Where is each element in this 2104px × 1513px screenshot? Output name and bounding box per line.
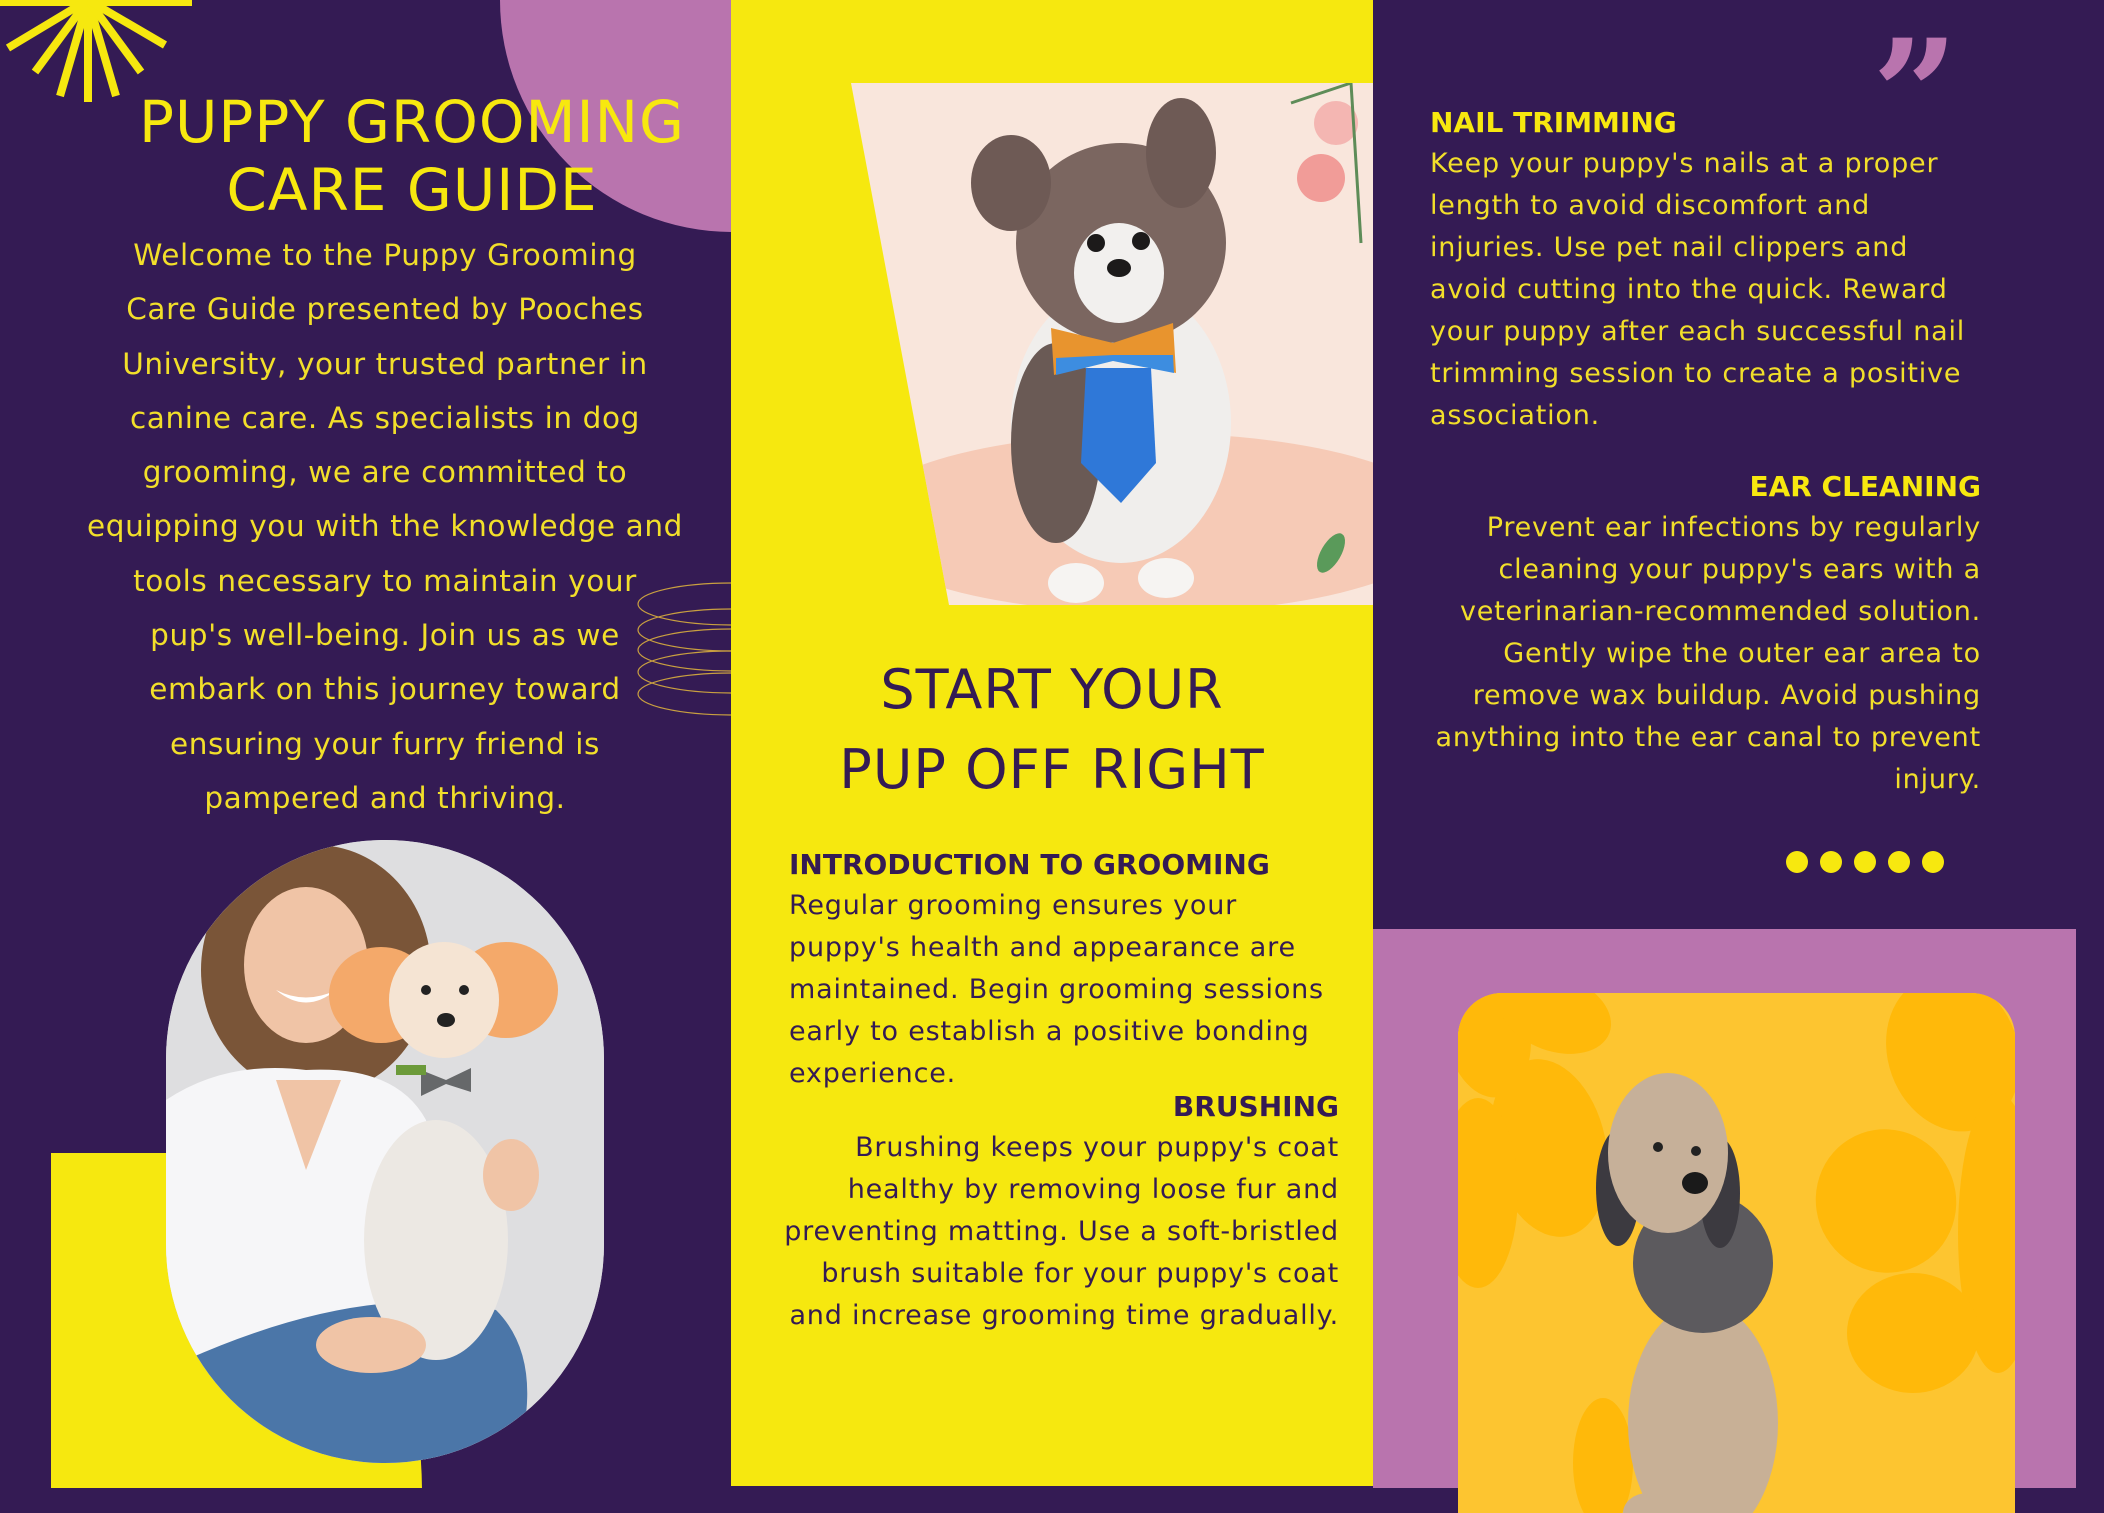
text-line: healthy by removing loose fur and xyxy=(847,1174,1339,1205)
text-line: veterinarian-recommended solution. xyxy=(1459,596,1981,627)
dot-icon xyxy=(1888,851,1910,873)
text-line: injury. xyxy=(1894,764,1981,795)
text-line: association. xyxy=(1430,400,1600,431)
text-line: experience. xyxy=(789,1058,957,1089)
doodle-photo-card xyxy=(1458,993,2015,1513)
left-panel xyxy=(0,0,731,1488)
text-line: Brushing keeps your puppy's coat xyxy=(855,1132,1339,1163)
dot-icon xyxy=(1820,851,1842,873)
text-line: your puppy after each successful nail xyxy=(1430,316,1966,347)
text-line: maintained. Begin grooming sessions xyxy=(789,974,1324,1005)
text-line: and increase grooming time gradually. xyxy=(789,1300,1339,1331)
text-line: Keep your puppy's nails at a proper xyxy=(1430,148,1939,179)
intro-title: INTRODUCTION TO GROOMING xyxy=(789,848,1270,881)
text-line: avoid cutting into the quick. Reward xyxy=(1430,274,1948,305)
ear-cleaning-title: EAR CLEANING xyxy=(1749,470,1981,503)
welcome-line: embark on this journey toward xyxy=(149,672,621,707)
text-line: anything into the ear canal to prevent xyxy=(1435,722,1981,753)
doodle-dog-photo xyxy=(1458,993,2015,1513)
groomer-portrait-photo xyxy=(166,840,604,1463)
brushing-title: BRUSHING xyxy=(1172,1090,1339,1123)
section-heading xyxy=(731,650,1373,810)
text-line: early to establish a positive bonding xyxy=(789,1016,1310,1047)
welcome-line: grooming, we are committed to xyxy=(142,455,628,490)
page-title xyxy=(80,88,731,224)
title-line-1: PUPPY GROOMING xyxy=(139,88,685,156)
welcome-line: pup's well-being. Join us as we xyxy=(150,618,620,653)
text-line: Prevent ear infections by regularly xyxy=(1486,512,1981,543)
middle-panel xyxy=(731,0,1373,1486)
pomeranian-photo xyxy=(851,83,1373,605)
text-line: injuries. Use pet nail clippers and xyxy=(1430,232,1909,263)
ear-cleaning-body xyxy=(1430,507,1981,801)
nail-trimming-section xyxy=(1430,103,2000,437)
welcome-line: canine care. As specialists in dog xyxy=(129,400,640,435)
dot-icon xyxy=(1854,851,1876,873)
text-line: puppy's health and appearance are xyxy=(789,932,1296,963)
welcome-line: tools necessary to maintain your xyxy=(133,563,637,598)
heading-line-1: START YOUR xyxy=(880,658,1224,721)
text-line: cleaning your puppy's ears with a xyxy=(1498,554,1981,585)
intro-section xyxy=(789,845,1349,1095)
portrait-illustration xyxy=(166,840,604,1463)
welcome-line: Care Guide presented by Pooches xyxy=(126,292,644,327)
heading-line-2: PUP OFF RIGHT xyxy=(839,738,1265,801)
dot-icon xyxy=(1786,851,1808,873)
welcome-line: University, your trusted partner in xyxy=(122,346,648,381)
intro-body xyxy=(789,885,1349,1095)
text-line: trimming session to create a positive xyxy=(1430,358,1962,389)
welcome-line: equipping you with the knowledge and xyxy=(87,509,683,544)
text-line: Gently wipe the outer ear area to xyxy=(1503,638,1981,669)
ear-cleaning-section xyxy=(1430,467,1981,801)
welcome-paragraph xyxy=(60,228,710,825)
text-line: preventing matting. Use a soft-bristled xyxy=(784,1216,1339,1247)
title-line-2: CARE GUIDE xyxy=(226,156,598,224)
welcome-line: pampered and thriving. xyxy=(204,780,566,815)
brushing-section xyxy=(771,1087,1339,1337)
dot-icon xyxy=(1922,851,1944,873)
nail-trimming-title: NAIL TRIMMING xyxy=(1430,106,1677,139)
text-line: remove wax buildup. Avoid pushing xyxy=(1472,680,1981,711)
welcome-line: ensuring your furry friend is xyxy=(169,726,601,761)
nail-trimming-body xyxy=(1430,143,2000,437)
text-line: Regular grooming ensures your xyxy=(789,890,1238,921)
quote-mark-icon: ” xyxy=(1872,7,1959,183)
brushing-body xyxy=(771,1127,1339,1337)
ring-stack-decoration xyxy=(635,580,731,720)
welcome-line: Welcome to the Puppy Grooming xyxy=(133,238,637,272)
photo-frame-panel xyxy=(1373,929,2076,1488)
dot-row-decoration xyxy=(1786,851,1944,873)
text-line: length to avoid discomfort and xyxy=(1430,190,1871,221)
text-line: brush suitable for your puppy's coat xyxy=(821,1258,1339,1289)
